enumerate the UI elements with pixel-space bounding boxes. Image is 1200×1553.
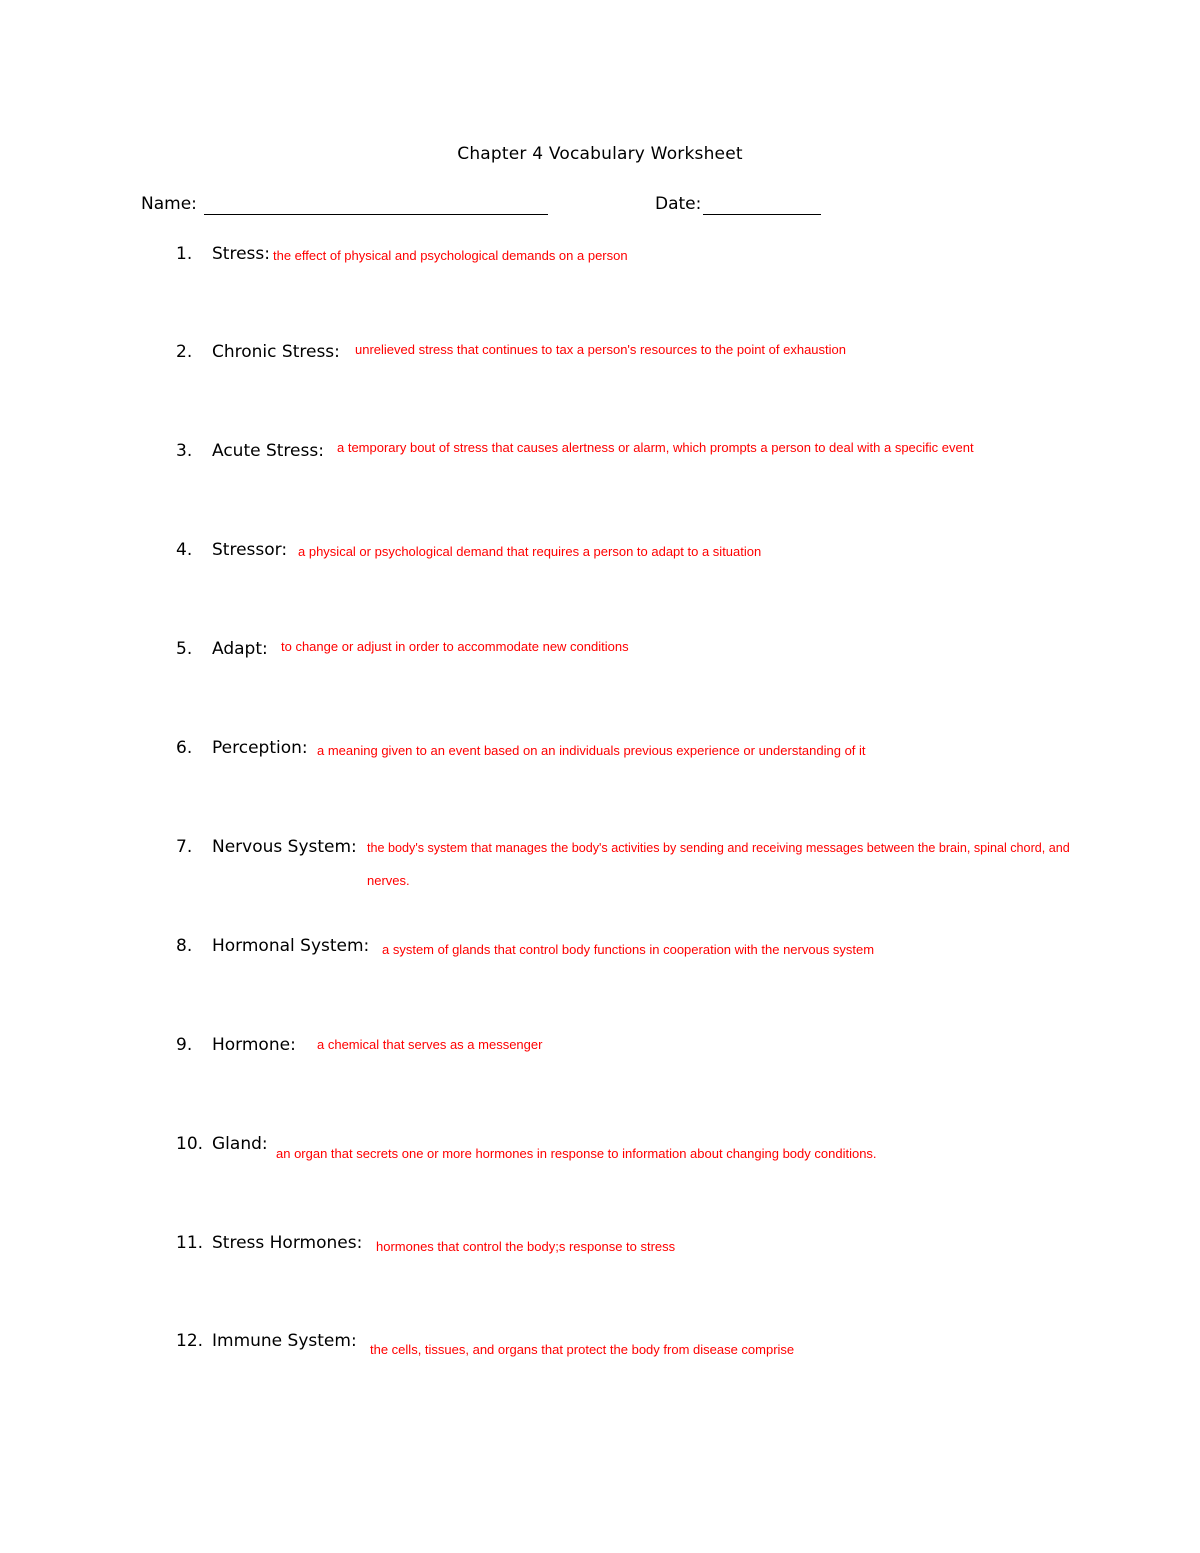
- item-number: 10.: [176, 1134, 204, 1154]
- item-definition-continued: nerves.: [367, 873, 410, 888]
- item-number: 9.: [176, 1035, 193, 1055]
- item-term: Hormonal System:: [212, 936, 370, 956]
- vocab-item-4: [0, 540, 1200, 580]
- date-blank-line: [703, 214, 821, 215]
- vocab-item-5: [0, 639, 1200, 679]
- item-number: 6.: [176, 738, 193, 758]
- item-definition: a physical or psychological demand that requires a person to adapt to a situation: [298, 544, 762, 559]
- vocab-item-9: [0, 1035, 1200, 1075]
- date-label: Date:: [655, 194, 702, 214]
- item-definition: the cells, tissues, and organs that protect the body from disease comprise: [370, 1342, 795, 1357]
- item-definition: an organ that secrets one or more hormones in response to information about changing body conditions.: [276, 1146, 877, 1161]
- item-definition: a system of glands that control body functions in cooperation with the nervous system: [382, 942, 875, 957]
- item-term: Perception:: [212, 738, 308, 758]
- vocab-item-1: [0, 244, 1200, 284]
- vocab-item-10: [0, 1134, 1200, 1174]
- item-term: Nervous System:: [212, 837, 357, 857]
- item-number: 1.: [176, 244, 193, 264]
- item-number: 11.: [176, 1233, 204, 1253]
- vocab-item-3: [0, 441, 1200, 481]
- item-term: Gland:: [212, 1134, 268, 1154]
- vocab-item-8: [0, 936, 1200, 976]
- item-term: Stressor:: [212, 540, 288, 560]
- item-definition: the body's system that manages the body's activities by sending and receiving messages between the brain, spinal chord, and: [367, 841, 1070, 855]
- item-term: Adapt:: [212, 639, 268, 659]
- item-number: 5.: [176, 639, 193, 659]
- vocab-item-7: [0, 837, 1200, 897]
- vocab-item-12: [0, 1331, 1200, 1371]
- item-definition: hormones that control the body;s response to stress: [376, 1239, 676, 1254]
- worksheet-title: Chapter 4 Vocabulary Worksheet: [457, 144, 743, 164]
- item-number: 4.: [176, 540, 193, 560]
- item-number: 8.: [176, 936, 193, 956]
- vocab-item-11: [0, 1233, 1200, 1273]
- item-term: Immune System:: [212, 1331, 357, 1351]
- name-blank-line: [204, 214, 548, 215]
- item-number: 7.: [176, 837, 193, 857]
- item-term: Chronic Stress:: [212, 342, 340, 362]
- item-term: Acute Stress:: [212, 441, 324, 461]
- item-number: 12.: [176, 1331, 204, 1351]
- item-number: 3.: [176, 441, 193, 461]
- item-term: Hormone:: [212, 1035, 296, 1055]
- item-definition: a meaning given to an event based on an individuals previous experience or understanding of it: [317, 743, 866, 758]
- vocab-item-2: [0, 342, 1200, 382]
- name-label: Name:: [141, 194, 197, 214]
- item-number: 2.: [176, 342, 193, 362]
- vocab-item-6: [0, 738, 1200, 778]
- item-definition: to change or adjust in order to accommodate new conditions: [281, 639, 629, 654]
- item-definition: unrelieved stress that continues to tax a person's resources to the point of exhaustion: [355, 342, 846, 357]
- item-definition: the effect of physical and psychological demands on a person: [273, 248, 628, 263]
- item-term: Stress:: [212, 244, 270, 264]
- item-definition: a chemical that serves as a messenger: [317, 1037, 543, 1052]
- item-term: Stress Hormones:: [212, 1233, 363, 1253]
- item-definition: a temporary bout of stress that causes alertness or alarm, which prompts a person to deal with a specific event: [337, 440, 974, 455]
